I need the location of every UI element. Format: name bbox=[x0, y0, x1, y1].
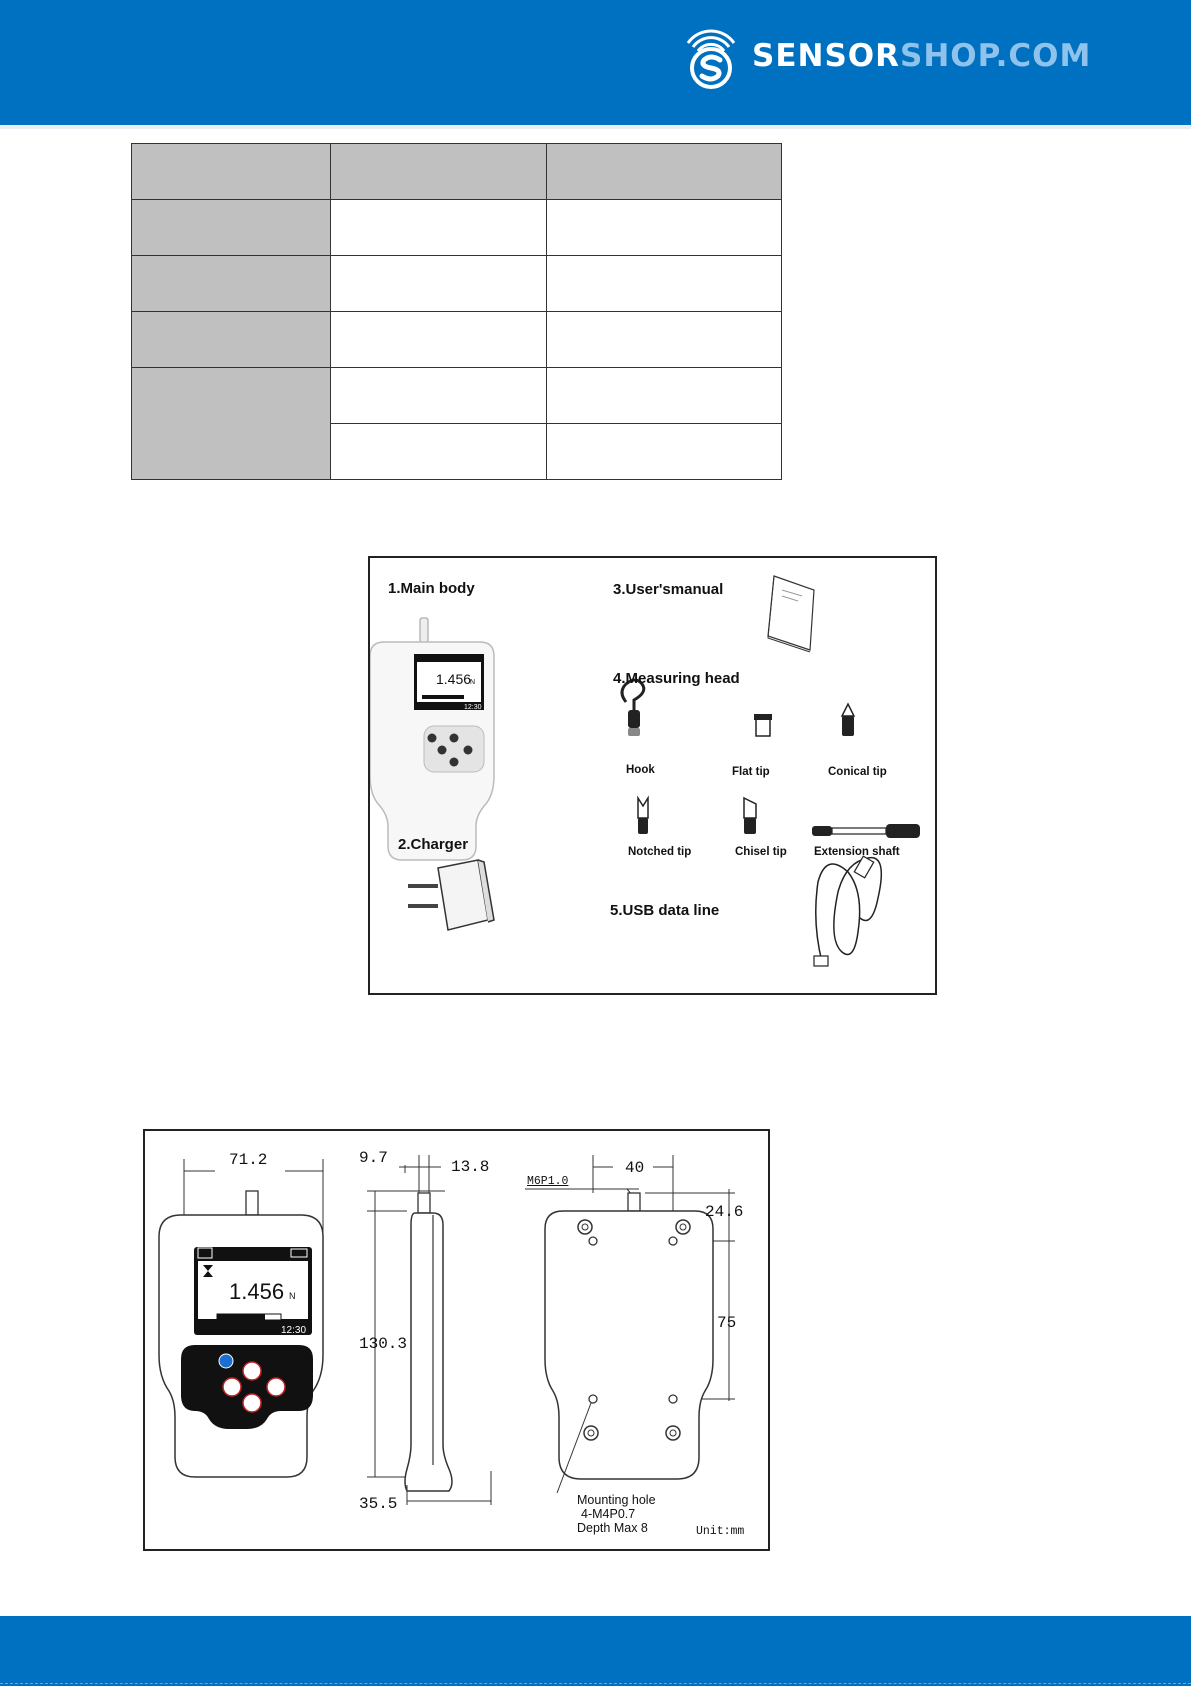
main-body-illustration bbox=[370, 618, 494, 860]
flat-tip-label: Flat tip bbox=[732, 766, 770, 778]
mounting-note-line-1: Mounting hole bbox=[577, 1493, 656, 1507]
dimension-hole-spacing-x: 40 bbox=[625, 1159, 645, 1177]
main-body-label: 1.Main body bbox=[388, 580, 475, 597]
main-body-time: 12:30 bbox=[464, 704, 482, 711]
table-cell bbox=[132, 368, 331, 480]
manual-illustration bbox=[768, 576, 814, 652]
front-view-time: 12:30 bbox=[281, 1325, 307, 1336]
mounting-note-line-2: 4-M4P0.7 bbox=[581, 1507, 636, 1521]
table-cell bbox=[331, 368, 547, 424]
dimension-height: 130.3 bbox=[359, 1335, 408, 1353]
usb-cable-icon bbox=[814, 856, 881, 966]
table-cell bbox=[331, 256, 547, 312]
charger-illustration bbox=[408, 860, 494, 930]
spec-table bbox=[131, 143, 782, 480]
extension-shaft-label: Extension shaft bbox=[814, 846, 900, 858]
table-row bbox=[132, 312, 782, 368]
back-view bbox=[525, 1155, 735, 1493]
main-body-unit: N bbox=[470, 679, 476, 686]
front-view-unit: N bbox=[289, 1291, 296, 1301]
footer-dashed-line bbox=[0, 1683, 1191, 1684]
side-view bbox=[367, 1155, 491, 1505]
hook-label: Hook bbox=[626, 764, 655, 776]
table-cell bbox=[547, 368, 782, 424]
header-edge bbox=[0, 125, 1191, 129]
dimension-drawing-figure bbox=[143, 1129, 770, 1551]
hook-icon bbox=[622, 680, 644, 736]
table-cell bbox=[132, 200, 331, 256]
flat-tip-icon bbox=[754, 714, 772, 736]
table-cell bbox=[132, 256, 331, 312]
dimension-thread: M6P1.0 bbox=[527, 1175, 569, 1188]
brand-name bbox=[752, 37, 1092, 74]
measuring-head-label: 4.Measuring head bbox=[613, 670, 740, 687]
table-cell bbox=[547, 312, 782, 368]
table-cell bbox=[547, 200, 782, 256]
notched-tip-icon bbox=[638, 798, 648, 834]
footer-bar bbox=[0, 1616, 1191, 1686]
table-cell bbox=[331, 312, 547, 368]
sensorshop-logo[interactable] bbox=[678, 20, 1091, 92]
dimension-depth: 35.5 bbox=[359, 1495, 398, 1513]
main-body-reading: 1.456 bbox=[436, 671, 472, 687]
table-cell bbox=[547, 424, 782, 480]
dimension-side-b: 13.8 bbox=[451, 1158, 490, 1176]
front-view-reading: 1.456 bbox=[229, 1279, 285, 1304]
table-row bbox=[132, 200, 782, 256]
charger-label: 2.Charger bbox=[398, 836, 469, 853]
unit-label: Unit:mm bbox=[696, 1525, 745, 1538]
table-cell bbox=[132, 144, 331, 200]
table-row bbox=[132, 368, 782, 424]
chisel-tip-label: Chisel tip bbox=[735, 846, 787, 858]
dimension-width: 71.2 bbox=[229, 1151, 268, 1169]
mounting-note-line-3: Depth Max 8 bbox=[577, 1521, 648, 1535]
conical-tip-icon bbox=[842, 704, 854, 736]
dimension-side-a: 9.7 bbox=[359, 1149, 388, 1167]
table-cell bbox=[331, 424, 547, 480]
table-cell bbox=[547, 144, 782, 200]
usb-label: 5.USB data line bbox=[610, 902, 720, 919]
sensorshop-logo-icon bbox=[678, 23, 744, 89]
table-row bbox=[132, 256, 782, 312]
dimension-top-offset: 24.6 bbox=[705, 1203, 744, 1221]
notched-tip-label: Notched tip bbox=[628, 846, 692, 858]
front-view bbox=[159, 1159, 323, 1477]
table-cell bbox=[547, 256, 782, 312]
dimension-drawing bbox=[145, 1131, 768, 1549]
dimension-hole-spacing-y: 75 bbox=[717, 1314, 737, 1332]
table-header-row bbox=[132, 144, 782, 200]
extension-shaft-icon bbox=[812, 824, 920, 838]
brand-part-2: SHOP.COM bbox=[900, 37, 1092, 74]
header-bar bbox=[0, 0, 1191, 125]
table-cell bbox=[331, 144, 547, 200]
chisel-tip-icon bbox=[744, 798, 756, 834]
package-contents-figure bbox=[368, 556, 937, 995]
manual-label: 3.User'smanual bbox=[613, 581, 724, 598]
brand-part-1: SENSOR bbox=[752, 37, 900, 74]
conical-tip-label: Conical tip bbox=[828, 766, 887, 778]
table-cell bbox=[331, 200, 547, 256]
table-cell bbox=[132, 312, 331, 368]
